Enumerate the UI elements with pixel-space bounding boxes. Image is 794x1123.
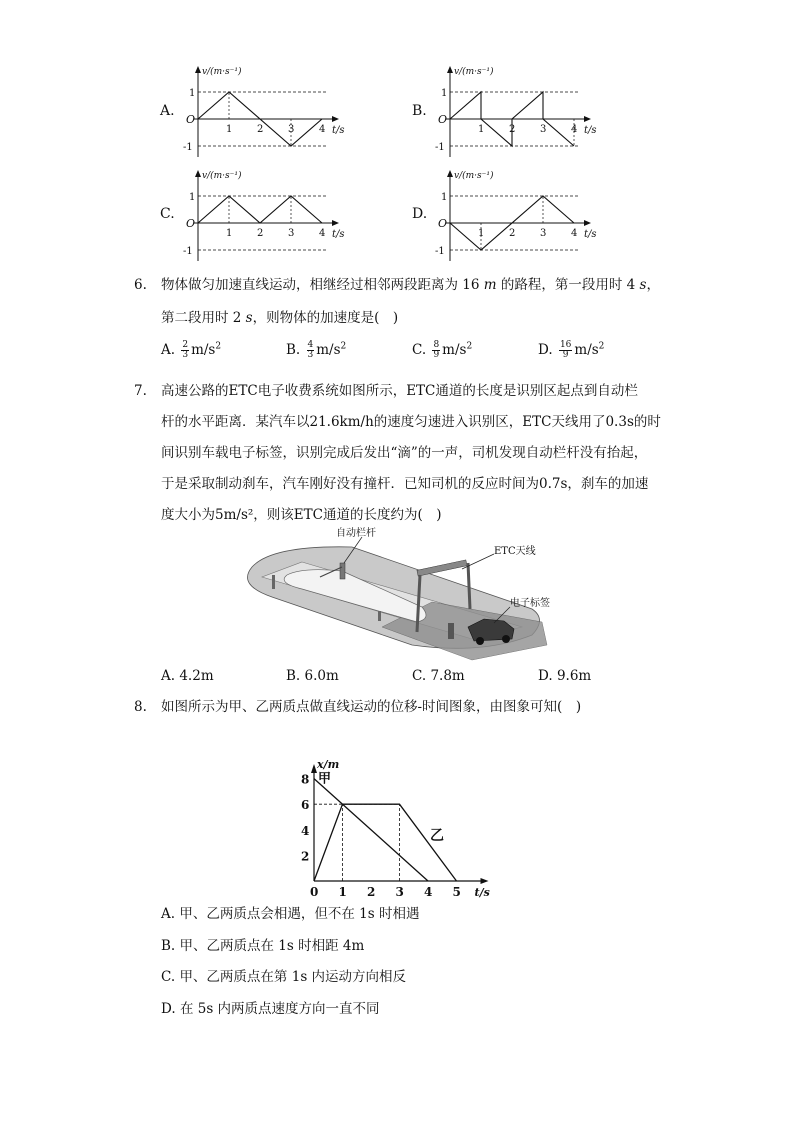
- t-axis-arrow: [481, 878, 489, 884]
- x-tick-label-2: 2: [509, 228, 516, 239]
- q8-xt-chart: [290, 756, 505, 899]
- tick-label-minus-one: -1: [435, 246, 445, 257]
- q5-option-c-label[interactable]: C.: [160, 206, 175, 222]
- x-tick-label-2: 2: [367, 885, 376, 899]
- yi-label: 乙: [430, 828, 444, 845]
- x-tick-label-1: 1: [226, 124, 233, 135]
- tick-label-plus-one: 1: [189, 192, 196, 203]
- v-axis-label: v/(m·s⁻¹): [454, 67, 494, 77]
- q6-stem-line2: 第二段用时 2 s，则物体的加速度是( ): [161, 310, 399, 326]
- origin-label: O: [186, 113, 196, 126]
- gate-label: 自动栏杆: [336, 528, 376, 539]
- v-axis-arrow: [447, 66, 453, 73]
- q7-stem-line2: 杆的水平距离．某汽车以21.6km/h的速度匀速进入识别区，ETC天线用了0.3s的时: [161, 414, 661, 430]
- x-tick-label-1: 1: [338, 885, 347, 899]
- q5-graph-c: [180, 166, 350, 266]
- gate-post: [340, 563, 345, 579]
- tick-label-plus-one: 1: [189, 88, 196, 99]
- x-tick-label-2: 2: [257, 124, 264, 135]
- q8-choice-a[interactable]: A. 甲、乙两质点会相遇，但不在 1s 时相遇: [161, 906, 420, 922]
- q6-choice-a[interactable]: A. $\frac{2}{3}$ $m/s^2$: [161, 340, 222, 360]
- x-tick-label-4: 4: [571, 124, 578, 135]
- roadside-post-mid: [378, 611, 381, 621]
- roadside-post-left: [272, 575, 275, 589]
- x-tick-label-3: 3: [395, 885, 404, 899]
- y-axis-label: x/m: [317, 758, 340, 771]
- antenna-label: ETC天线: [494, 546, 536, 557]
- q7-choice-c[interactable]: C. 7.8m: [412, 668, 465, 684]
- q5-option-b-label[interactable]: B.: [412, 103, 427, 119]
- x-axis-label: t/s: [474, 886, 490, 899]
- q6-choice-d[interactable]: D. $\frac{16}{9}$ $m/s^2$: [538, 340, 605, 360]
- t-axis-arrow: [584, 220, 591, 226]
- q6-stem-line1: 物体做匀加速直线运动，相继经过相邻两段距离为 16 m 的路程，第一段用时 4 s，: [161, 277, 660, 293]
- t-axis-label: t/s: [332, 125, 345, 136]
- v-axis-arrow: [195, 66, 201, 73]
- q5-option-d-label[interactable]: D.: [412, 206, 428, 222]
- q8-choice-d[interactable]: D. 在 5s 内两质点速度方向一直不同: [161, 1001, 380, 1017]
- tick-label-minus-one: -1: [183, 246, 193, 257]
- q8-stem: 如图所示为甲、乙两质点做直线运动的位移-时间图象，由图象可知( ): [161, 699, 582, 715]
- v-axis-arrow: [447, 170, 453, 177]
- q5-graph-b: [432, 62, 602, 162]
- x-tick-label-3: 3: [288, 124, 295, 135]
- tick-label-plus-one: 1: [441, 192, 448, 203]
- q7-stem-line1: 高速公路的ETC电子收费系统如图所示，ETC通道的长度是识别区起点到自动栏: [161, 383, 638, 399]
- tick-label-minus-one: -1: [435, 142, 445, 153]
- velocity-line: [198, 196, 322, 223]
- q7-stem-line5: 度大小为5m/s²，则该ETC通道的长度约为( ): [161, 507, 442, 523]
- car-wheel-front: [476, 637, 484, 645]
- t-axis-arrow: [584, 116, 591, 122]
- x-tick-label-2: 2: [509, 124, 516, 135]
- q6-number: 6.: [134, 277, 147, 293]
- x-tick-label-4: 4: [319, 124, 326, 135]
- x-tick-label-3: 3: [540, 228, 547, 239]
- x-tick-label-4: 4: [424, 885, 433, 899]
- q7-stem-line3: 间识别车载电子标签，识别完成后发出“滴”的一声，司机发现自动栏杆没有抬起，: [161, 445, 648, 461]
- x-tick-label-1: 1: [478, 124, 485, 135]
- y-tick-label-2: 2: [301, 849, 310, 864]
- v-axis-label: v/(m·s⁻¹): [454, 171, 494, 181]
- roadside-post-right: [448, 623, 454, 639]
- x-tick-label-5: 5: [452, 885, 461, 899]
- q7-choice-b[interactable]: B. 6.0m: [286, 668, 339, 684]
- q5-option-a-label[interactable]: A.: [160, 103, 175, 119]
- q6-choice-b[interactable]: B. $\frac{4}{3}$ $m/s^2$: [286, 340, 347, 360]
- q7-choice-a[interactable]: A. 4.2m: [161, 668, 214, 684]
- x-tick-label-1: 1: [226, 228, 233, 239]
- x-tick-label-3: 3: [540, 124, 547, 135]
- t-axis-label: t/s: [332, 229, 345, 240]
- etc-toll-figure: [232, 527, 552, 665]
- x-tick-label-1: 1: [478, 228, 485, 239]
- t-axis-arrow: [332, 220, 339, 226]
- origin-label: O: [186, 217, 196, 230]
- gantry-beam: [417, 560, 467, 576]
- x-tick-label-4: 4: [571, 228, 578, 239]
- x-tick-label-3: 3: [288, 228, 295, 239]
- v-axis-label: v/(m·s⁻¹): [202, 67, 242, 77]
- jia-label: 甲: [318, 771, 332, 787]
- q8-choice-b[interactable]: B. 甲、乙两质点在 1s 时相距 4m: [161, 938, 365, 954]
- y-tick-label-4: 4: [301, 823, 310, 838]
- car-wheel-rear: [502, 635, 510, 643]
- q5-graph-a: [180, 62, 350, 162]
- tag-label: 电子标签: [510, 598, 550, 609]
- q7-choice-d[interactable]: D. 9.6m: [538, 668, 592, 684]
- q5-graph-d: [432, 166, 602, 266]
- q7-number: 7.: [134, 383, 147, 399]
- tick-label-plus-one: 1: [441, 88, 448, 99]
- v-axis-arrow: [195, 170, 201, 177]
- q8-number: 8.: [134, 699, 147, 715]
- x-tick-label-4: 4: [319, 228, 326, 239]
- origin-label: O: [438, 113, 448, 126]
- t-axis-arrow: [332, 116, 339, 122]
- t-axis-label: t/s: [584, 229, 597, 240]
- q8-choice-c[interactable]: C. 甲、乙两质点在第 1s 内运动方向相反: [161, 969, 407, 985]
- q7-stem-line4: 于是采取制动刹车，汽车刚好没有撞杆．已知司机的反应时间为0.7s，刹车的加速: [161, 476, 649, 492]
- y-tick-label-8: 8: [301, 772, 310, 787]
- q6-choice-c[interactable]: C. $\frac{8}{9}$ $m/s^2$: [412, 340, 473, 360]
- x-tick-label-2: 2: [257, 228, 264, 239]
- jia-line: [314, 779, 428, 881]
- t-axis-label: t/s: [584, 125, 597, 136]
- origin-label: O: [438, 217, 448, 230]
- x-tick-label-0: 0: [310, 885, 319, 899]
- antenna-label-leader: [462, 554, 494, 569]
- y-tick-label-6: 6: [301, 798, 310, 813]
- tick-label-minus-one: -1: [183, 142, 193, 153]
- gantry-leg-right: [468, 563, 470, 609]
- v-axis-label: v/(m·s⁻¹): [202, 171, 242, 181]
